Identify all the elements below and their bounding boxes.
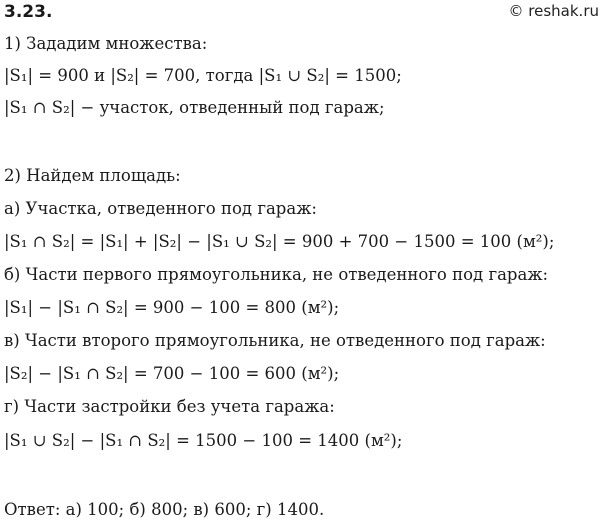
- answer-line: Ответ: а) 100; б) 800; в) 600; г) 1400.: [4, 500, 325, 519]
- part-a-heading: а) Участка, отведенного под гараж:: [4, 199, 317, 218]
- part-v-formula: |S₂| − |S₁ ∩ S₂| = 700 − 100 = 600 (м²);: [4, 364, 340, 383]
- part-b-formula: |S₁| − |S₁ ∩ S₂| = 900 − 100 = 800 (м²);: [4, 298, 340, 317]
- step-1-heading: 1) Зададим множества:: [4, 34, 208, 53]
- part-a-formula: |S₁ ∩ S₂| = |S₁| + |S₂| − |S₁ ∪ S₂| = 900 + 700 − 1500 = 100 (м²);: [4, 232, 555, 251]
- part-b-heading: б) Части первого прямоугольника, не отведенного под гараж:: [4, 265, 549, 284]
- watermark: © reshak.ru: [508, 2, 599, 20]
- step-2-heading: 2) Найдем площадь:: [4, 166, 181, 185]
- problem-number: 3.23.: [4, 2, 53, 22]
- part-v-heading: в) Части второго прямоугольника, не отведенного под гараж:: [4, 331, 546, 350]
- part-g-heading: г) Части застройки без учета гаража:: [4, 397, 335, 416]
- set-definition-line: |S₁| = 900 и |S₂| = 700, тогда |S₁ ∪ S₂| = 1500;: [4, 66, 402, 85]
- intersection-definition-line: |S₁ ∩ S₂| − участок, отведенный под гараж;: [4, 98, 385, 117]
- part-g-formula: |S₁ ∪ S₂| − |S₁ ∩ S₂| = 1500 − 100 = 1400 (м²);: [4, 431, 403, 450]
